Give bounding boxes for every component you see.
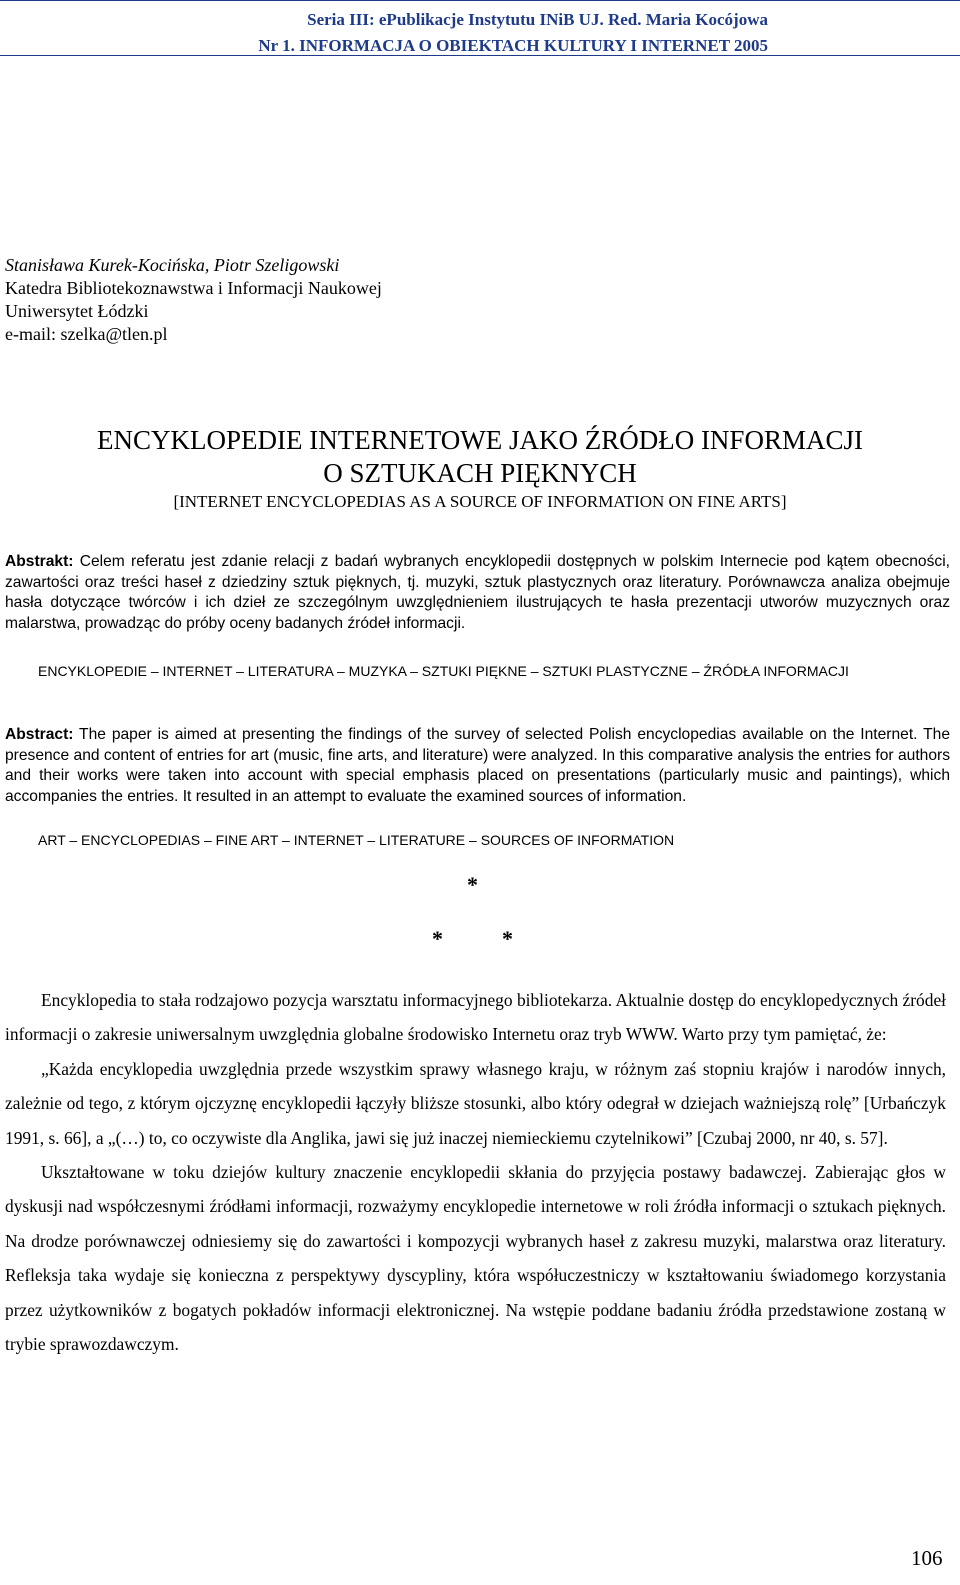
author-block [5, 254, 382, 346]
keywords-polish: ENCYKLOPEDIE – INTERNET – LITERATURA – MUZYKA – SZTUKI PIĘKNE – SZTUKI PLASTYCZNE – ŹRÓDŁA INFORMACJI [38, 663, 849, 679]
paper-title-english: [INTERNET ENCYCLOPEDIAS AS A SOURCE OF INFORMATION ON FINE ARTS] [173, 492, 787, 511]
issue-title: Nr 1. INFORMACJA O OBIEKTACH KULTURY I INTERNET 2005 [258, 36, 768, 55]
paper-title-line2: O SZTUKACH PIĘKNYCH [323, 458, 637, 488]
asterism-star-top: * [467, 872, 478, 897]
author-department: Katedra Bibliotekoznawstwa i Informacji Naukowej [5, 278, 382, 298]
abstract-english-text: The paper is aimed at presenting the findings of the survey of selected Polish encyclopedias available on the Internet. The presence and content of entries for art (music, fine arts, and literature) were analyzed. In this comparative analysis the entries for authors and their works were taken into account with special emphasis placed on presentations (particularly music and paintings), which accompanies the entries. It resulted in an attempt to evaluate the examined sources of information. [5, 726, 950, 805]
abstract-polish-label: Abstrakt: [5, 553, 74, 570]
page-number: 106 [911, 1546, 943, 1570]
author-email: e-mail: szelka@tlen.pl [5, 324, 168, 344]
author-names: Stanisława Kurek-Kocińska, Piotr Szeligowski [5, 255, 340, 275]
running-header [0, 0, 960, 56]
author-university: Uniwersytet Łódzki [5, 301, 149, 321]
paper-title-block [0, 423, 960, 513]
abstract-english-label: Abstract: [5, 726, 74, 743]
abstract-polish [5, 552, 950, 634]
body-paragraph-1: Encyklopedia to stała rodzajowo pozycja warsztatu informacyjnego bibliotekarza. Aktualnie dostęp do encyklopedycznych źródeł informacji o zakresie uniwersalnym uwzględnia globalne środowisko Internetu oraz tryb WWW. Warto przy tym pamiętać, że: [5, 990, 946, 1045]
keywords-english: ART – ENCYCLOPEDIAS – FINE ART – INTERNET – LITERATURE – SOURCES OF INFORMATION [38, 832, 675, 848]
abstract-english [5, 725, 950, 807]
paper-title-line1: ENCYKLOPEDIE INTERNETOWE JAKO ŹRÓDŁO INFORMACJI [97, 425, 863, 455]
abstract-polish-text: Celem referatu jest zdanie relacji z badań wybranych encyklopedii dostępnych w polskim Internecie pod kątem obecności, zawartości oraz treści haseł z dziedziny sztuk pięknych, tj. muzyki, sztuk plastycznych oraz literatury. Porównawcza analiza obejmuje hasła dotyczące twórców i ich dzieł ze szczególnym uwzględnieniem ilustrujących te hasła prezentacji utworów muzycznych oraz malarstwa, prowadząc do próby oceny badanych źródeł informacji. [5, 553, 950, 632]
series-title: Seria III: ePublikacje Instytutu INiB UJ. Red. Maria Kocójowa [307, 10, 768, 29]
body-paragraph-quote: „Każda encyklopedia uwzględnia przede wszystkim sprawy własnego kraju, w różnym zaś stopniu krajów i narodów innych, zależnie od tego, z którym ojczyznę encyklopedii łączyły bliższe stosunki, albo który odegrał w dziejach ważniejszą rolę” [Urbańczyk 1991, s. 66], a „(…) to, co oczywiste dla Anglika, jawi się już inaczej niemieckiemu czytelnikowi” [Czubaj 2000, nr 40, s. 57]. [5, 1058, 946, 1148]
body-paragraph-3: Ukształtowane w toku dziejów kultury znaczenie encyklopedii skłania do przyjęcia postawy badawczej. Zabierając głos w dyskusji nad współczesnymi źródłami informacji, rozważymy encyklopedie internetowe w roli źródła informacji o sztukach pięknych. Na drodze porównawczej odniesiemy się do zawartości i kompozycji wybranych haseł z zakresu muzyki, malarstwa oraz literatury. Refleksja taka wydaje się konieczna z perspektywy dyscypliny, która współuczestniczy w kształtowaniu świadomego korzystania przez użytkowników z bogatych pokładów informacji elektronicznej. Na wstępie poddane badaniu źródła przedstawione zostaną w trybie sprawozdawczym. [5, 1162, 946, 1355]
body-text [5, 983, 946, 1361]
asterism-star-left: * [432, 926, 443, 951]
asterism-star-right: * [502, 926, 513, 951]
